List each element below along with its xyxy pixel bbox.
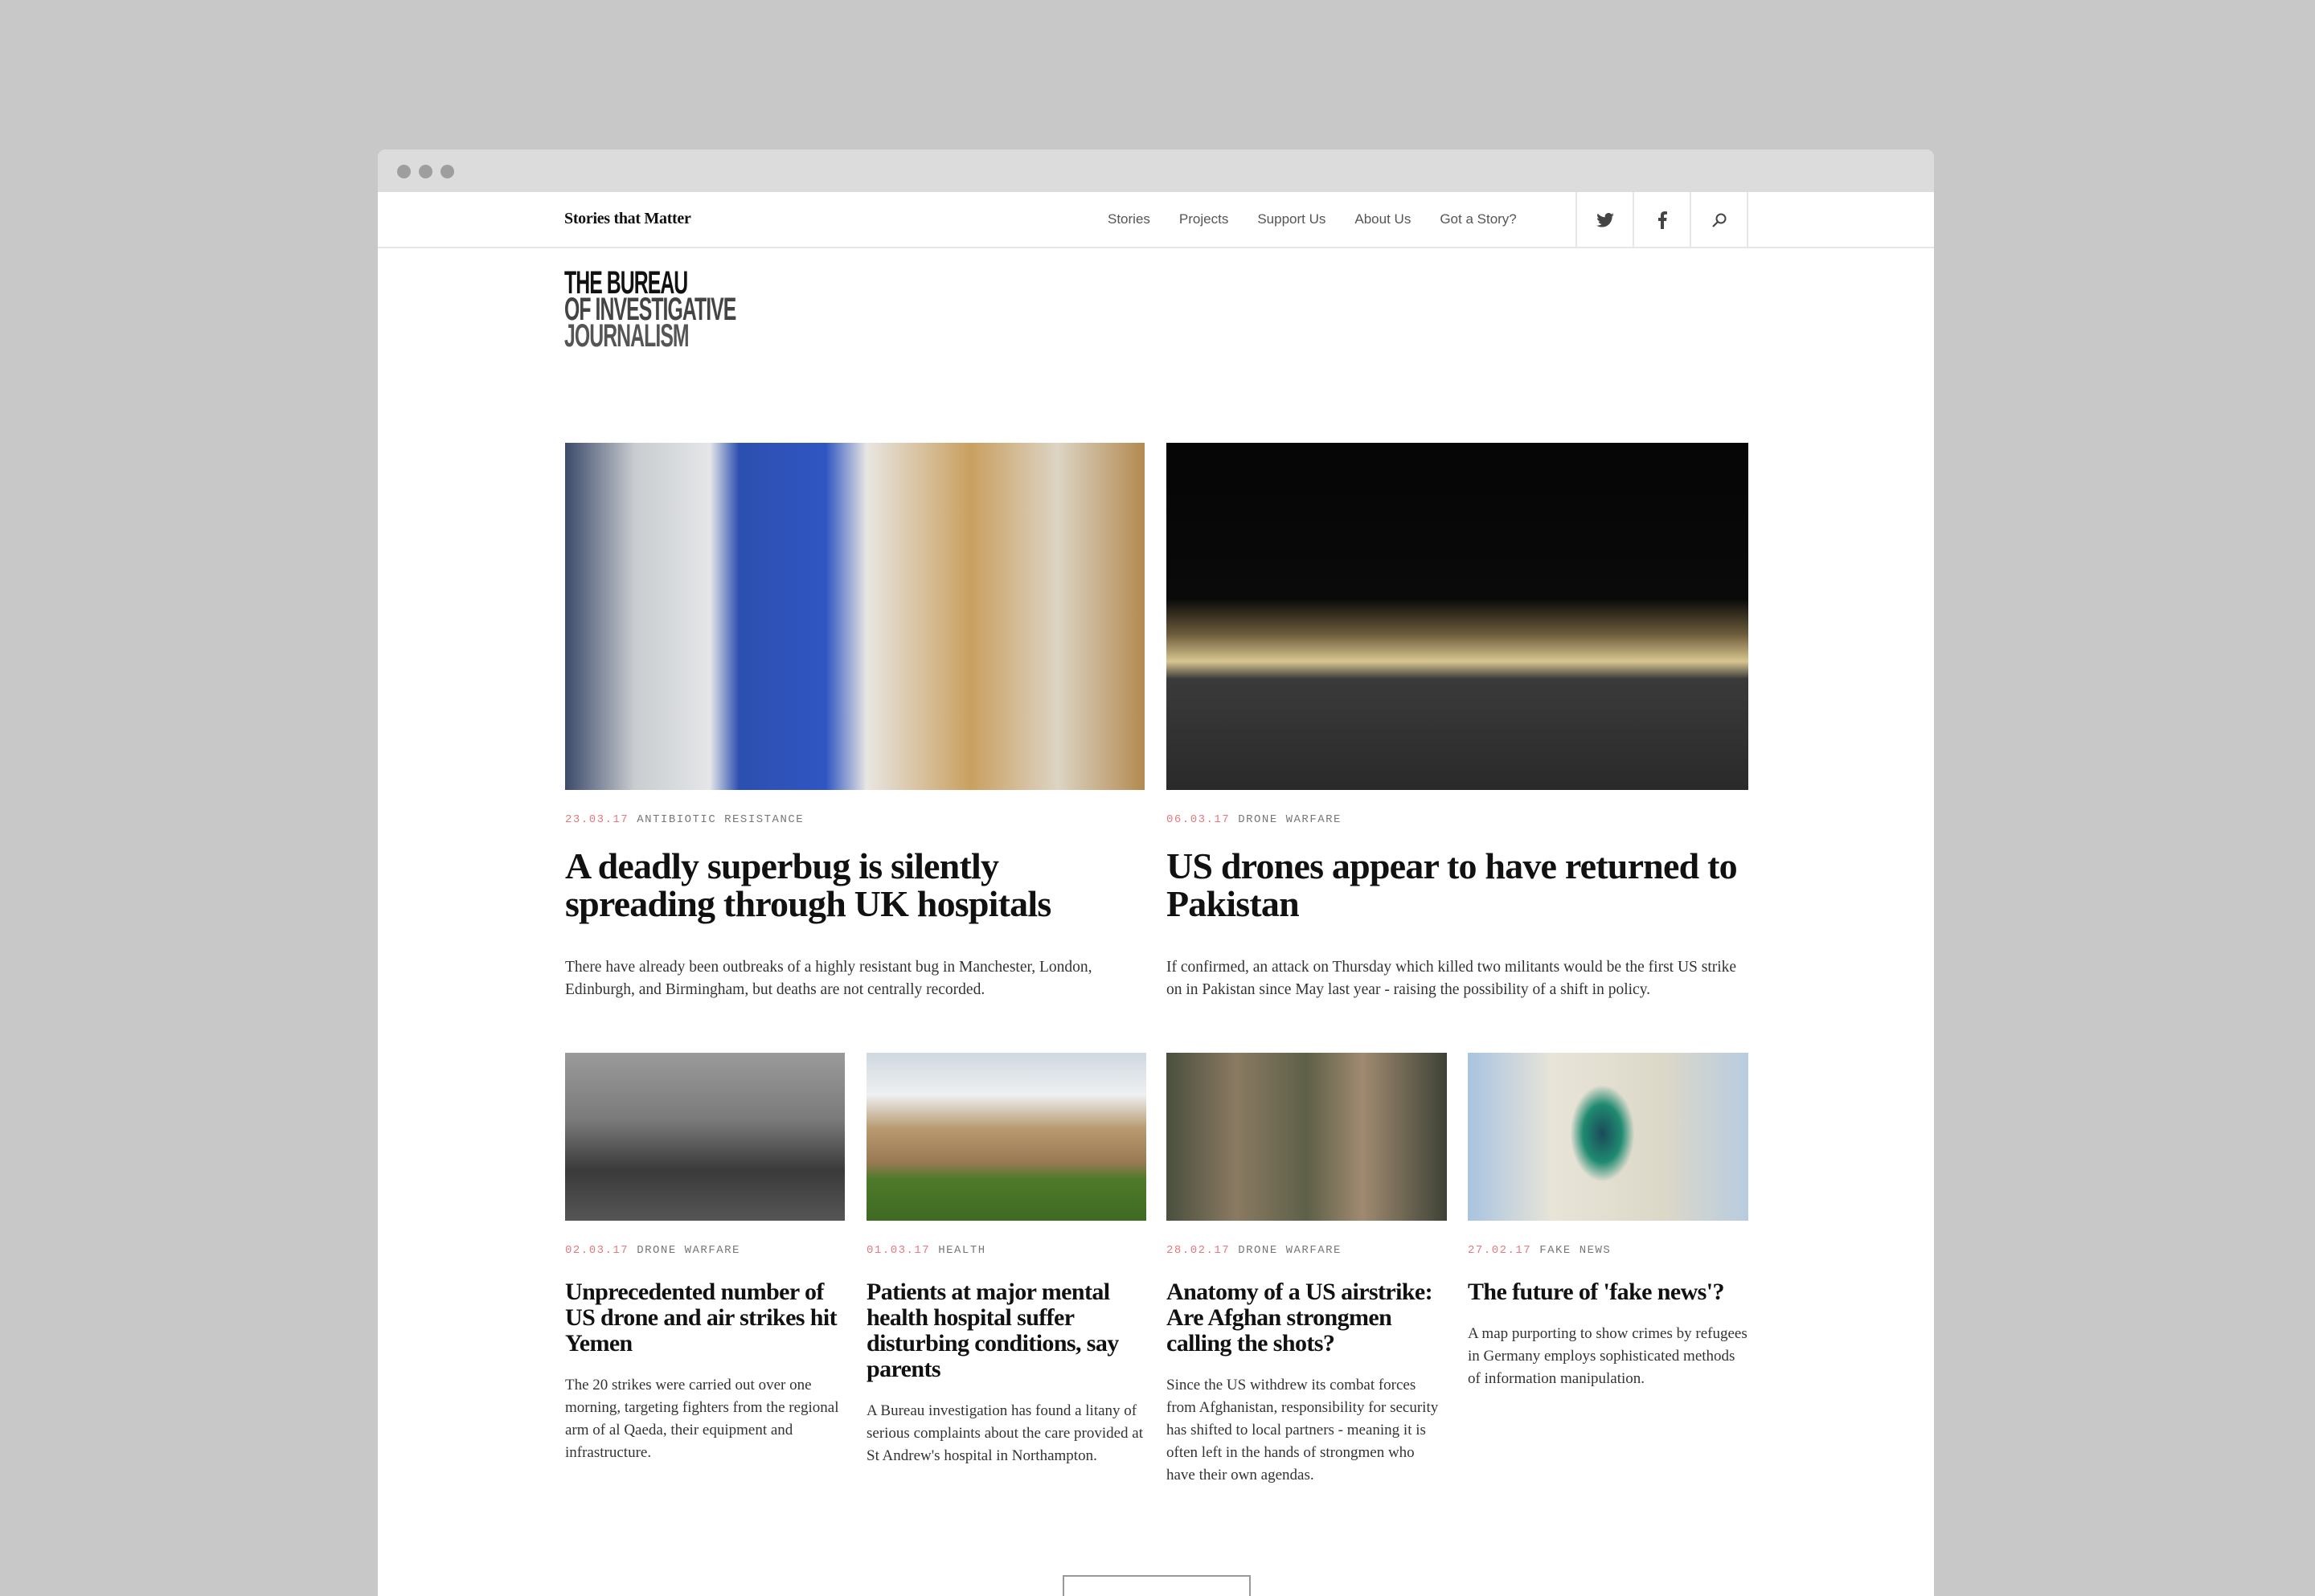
nav-stories[interactable]: Stories — [1108, 211, 1150, 227]
story-title[interactable]: A deadly superbug is silently spreading through UK hospitals — [565, 845, 1051, 924]
story-title[interactable]: The future of 'fake news'? — [1468, 1279, 1724, 1305]
story-date: 06.03.17 — [1166, 813, 1231, 826]
nav-projects[interactable]: Projects — [1178, 211, 1229, 227]
twitter-icon[interactable] — [1575, 192, 1633, 248]
top-nav — [378, 192, 1934, 248]
story-tag[interactable]: FAKE NEWS — [1539, 1244, 1612, 1257]
story-date: 28.02.17 — [1166, 1244, 1231, 1257]
story-date: 01.03.17 — [867, 1244, 931, 1257]
story-title[interactable]: US drones appear to have returned to Pakistan — [1166, 845, 1737, 924]
story-image-drone[interactable] — [1166, 443, 1748, 790]
story-title[interactable]: Anatomy of a US airstrike: Are Afghan strongmen calling the shots? — [1166, 1279, 1433, 1357]
featured-story[interactable] — [565, 443, 1145, 1001]
facebook-icon[interactable] — [1633, 192, 1690, 248]
story-image-yemen[interactable] — [565, 1053, 845, 1221]
story-image-map[interactable] — [1468, 1053, 1748, 1221]
browser-window — [378, 149, 1934, 1596]
nav-about-us[interactable]: About Us — [1354, 211, 1412, 227]
load-more-button[interactable] — [1063, 1575, 1251, 1596]
story-tag[interactable]: DRONE WARFARE — [1238, 813, 1342, 826]
story-image-hospital[interactable] — [565, 443, 1145, 790]
nav-support-us[interactable]: Support Us — [1257, 211, 1326, 227]
window-dot[interactable] — [419, 165, 432, 178]
site-logo[interactable]: THE BUREAU OF INVESTIGATIVE JOURNALISM — [564, 265, 736, 354]
window-dot[interactable] — [397, 165, 411, 178]
story-card[interactable] — [1468, 1053, 1748, 1390]
nav-got-a-story[interactable]: Got a Story? — [1440, 211, 1517, 227]
story-date: 23.03.17 — [565, 813, 629, 826]
story-tag[interactable]: ANTIBIOTIC RESISTANCE — [637, 813, 805, 826]
story-title[interactable]: Patients at major mental health hospital suffer disturbing conditions, say parents — [867, 1279, 1119, 1382]
story-card[interactable] — [867, 1053, 1146, 1467]
story-title[interactable]: Unprecedented number of US drone and air strikes hit Yemen — [565, 1279, 837, 1357]
story-card[interactable] — [565, 1053, 845, 1464]
story-image-hospital-building[interactable] — [867, 1053, 1146, 1221]
story-tag[interactable]: DRONE WARFARE — [637, 1244, 740, 1257]
story-tag[interactable]: HEALTH — [938, 1244, 986, 1257]
browser-chrome — [378, 149, 1934, 192]
story-date: 02.03.17 — [565, 1244, 629, 1257]
brand-link[interactable]: Stories that Matter — [564, 210, 691, 227]
story-tag[interactable]: DRONE WARFARE — [1238, 1244, 1342, 1257]
window-dot[interactable] — [440, 165, 454, 178]
story-card[interactable] — [1166, 1053, 1447, 1487]
search-icon[interactable] — [1690, 192, 1748, 248]
story-summary: A map purporting to show crimes by refugees in Germany employs sophisticated methods of information manipulation. — [1468, 1325, 1748, 1387]
story-summary: The 20 strikes were carried out over one morning, targeting fighters from the regional arm of al Qaeda, their equipment and infrastructure. — [565, 1377, 839, 1461]
story-image-soldiers[interactable] — [1166, 1053, 1447, 1221]
story-summary: Since the US withdrew its combat forces from Afghanistan, responsibility for security has shifted to local partners - meaning it is often left in the hands of strongmen who have their own agendas. — [1166, 1377, 1439, 1483]
story-summary: If confirmed, an attack on Thursday which killed two militants would be the first US strike on in Pakistan since May last year - raising the possibility of a shift in policy. — [1166, 959, 1737, 998]
featured-story[interactable] — [1166, 443, 1748, 1001]
story-date: 27.02.17 — [1468, 1244, 1532, 1257]
story-summary: A Bureau investigation has found a litany of serious complaints about the care provided at St Andrew's hospital in Northampton. — [867, 1402, 1144, 1464]
story-summary: There have already been outbreaks of a highly resistant bug in Manchester, London, Edinburgh, and Birmingham, but deaths are not centrally recorded. — [565, 959, 1092, 998]
